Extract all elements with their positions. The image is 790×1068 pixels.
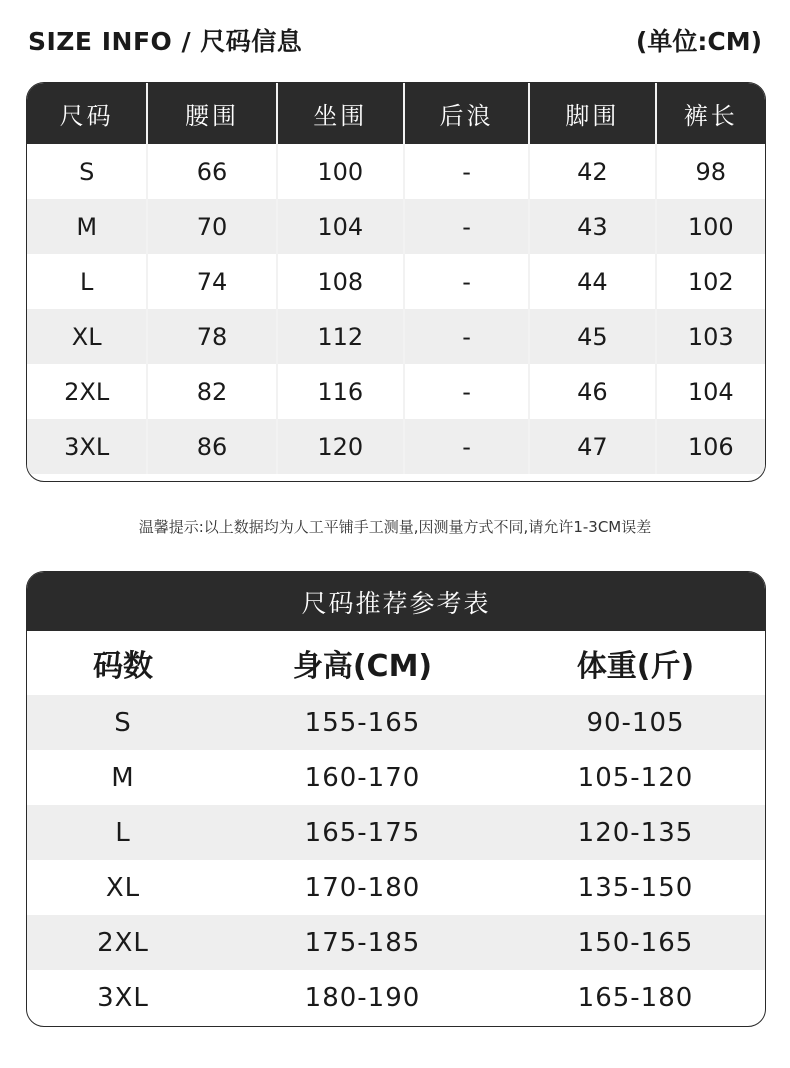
table-cell: 112 (278, 309, 405, 364)
table-cell: 160-170 (304, 762, 421, 793)
table-cell: 78 (148, 309, 277, 364)
table-cell: 135-150 (577, 872, 694, 903)
table-cell: 150-165 (577, 927, 694, 958)
table-cell: 105-120 (577, 762, 694, 793)
column-header: 脚围 (530, 83, 656, 144)
table-row (27, 970, 765, 1025)
table-row (27, 309, 765, 364)
table-cell: - (405, 419, 530, 474)
table-cell: 44 (530, 254, 656, 309)
table-cell: 2XL (97, 927, 149, 958)
table-cell: 116 (278, 364, 405, 419)
table-cell: - (405, 254, 530, 309)
table-cell: 102 (687, 267, 734, 296)
table-cell: 104 (278, 199, 405, 254)
table-cell: 82 (148, 364, 277, 419)
table-cell: 70 (148, 199, 277, 254)
table-cell: 108 (278, 254, 405, 309)
table-row (27, 860, 765, 915)
table-cell: 3XL (27, 419, 148, 474)
table-cell: 47 (530, 419, 656, 474)
table-row (27, 144, 765, 199)
column-header: 体重(斤) (576, 649, 695, 684)
table-cell: L (115, 817, 131, 848)
recommendation-table (26, 571, 766, 1027)
table-cell: 165-175 (304, 817, 421, 848)
table-cell: 170-180 (304, 872, 421, 903)
table-cell: 155-165 (304, 707, 421, 738)
table-row (27, 419, 765, 474)
table-cell: - (405, 364, 530, 419)
table-cell: 45 (530, 309, 656, 364)
table-row (27, 915, 765, 970)
column-header: 身高(CM) (292, 649, 433, 684)
table-row (27, 695, 765, 750)
table-cell: 120-135 (577, 817, 694, 848)
table-cell: 66 (148, 144, 277, 199)
table-cell: 42 (530, 144, 656, 199)
table-cell: 103 (687, 322, 734, 351)
table-cell: 180-190 (304, 982, 421, 1013)
table-cell: XL (27, 309, 148, 364)
column-header: 后浪 (405, 83, 530, 144)
table-cell: 165-180 (577, 982, 694, 1013)
column-header: 坐围 (278, 83, 405, 144)
size-table (26, 82, 766, 482)
table-cell: 46 (530, 364, 656, 419)
table-cell: - (405, 309, 530, 364)
table-row (27, 750, 765, 805)
table-row (27, 199, 765, 254)
table-cell: 106 (687, 432, 734, 461)
table-cell: XL (105, 872, 141, 903)
table-cell: 43 (530, 199, 656, 254)
table-cell: 100 (278, 144, 405, 199)
table-cell: 98 (695, 157, 727, 186)
size-table-header (27, 83, 765, 144)
column-header: 尺码 (27, 83, 148, 144)
column-header: 腰围 (148, 83, 277, 144)
table-cell: 86 (148, 419, 277, 474)
column-header: 码数 (93, 649, 153, 684)
table-cell: S (27, 144, 148, 199)
table-cell: L (27, 254, 148, 309)
unit-label: (单位:CM) (635, 27, 762, 56)
table-cell: 3XL (97, 982, 149, 1013)
page-title: SIZE INFO / 尺码信息 (28, 27, 303, 56)
table-cell: M (27, 199, 148, 254)
table-cell: 100 (687, 212, 734, 241)
table-cell: S (114, 707, 132, 738)
column-header: 裤长 (683, 102, 738, 130)
recommendation-table-header (27, 631, 765, 695)
measurement-note: 温馨提示:以上数据均为人工平铺手工测量,因测量方式不同,请允许1-3CM误差 (138, 518, 652, 536)
table-cell: 175-185 (304, 927, 421, 958)
table-row (27, 805, 765, 860)
table-cell: - (405, 199, 530, 254)
recommendation-table-title: 尺码推荐参考表 (27, 572, 765, 631)
table-row (27, 364, 765, 419)
table-cell: 2XL (27, 364, 148, 419)
table-cell: M (111, 762, 135, 793)
table-cell: 104 (687, 377, 734, 406)
table-cell: 74 (148, 254, 277, 309)
table-cell: 120 (278, 419, 405, 474)
table-cell: - (405, 144, 530, 199)
table-row (27, 254, 765, 309)
table-cell: 90-105 (586, 707, 685, 738)
